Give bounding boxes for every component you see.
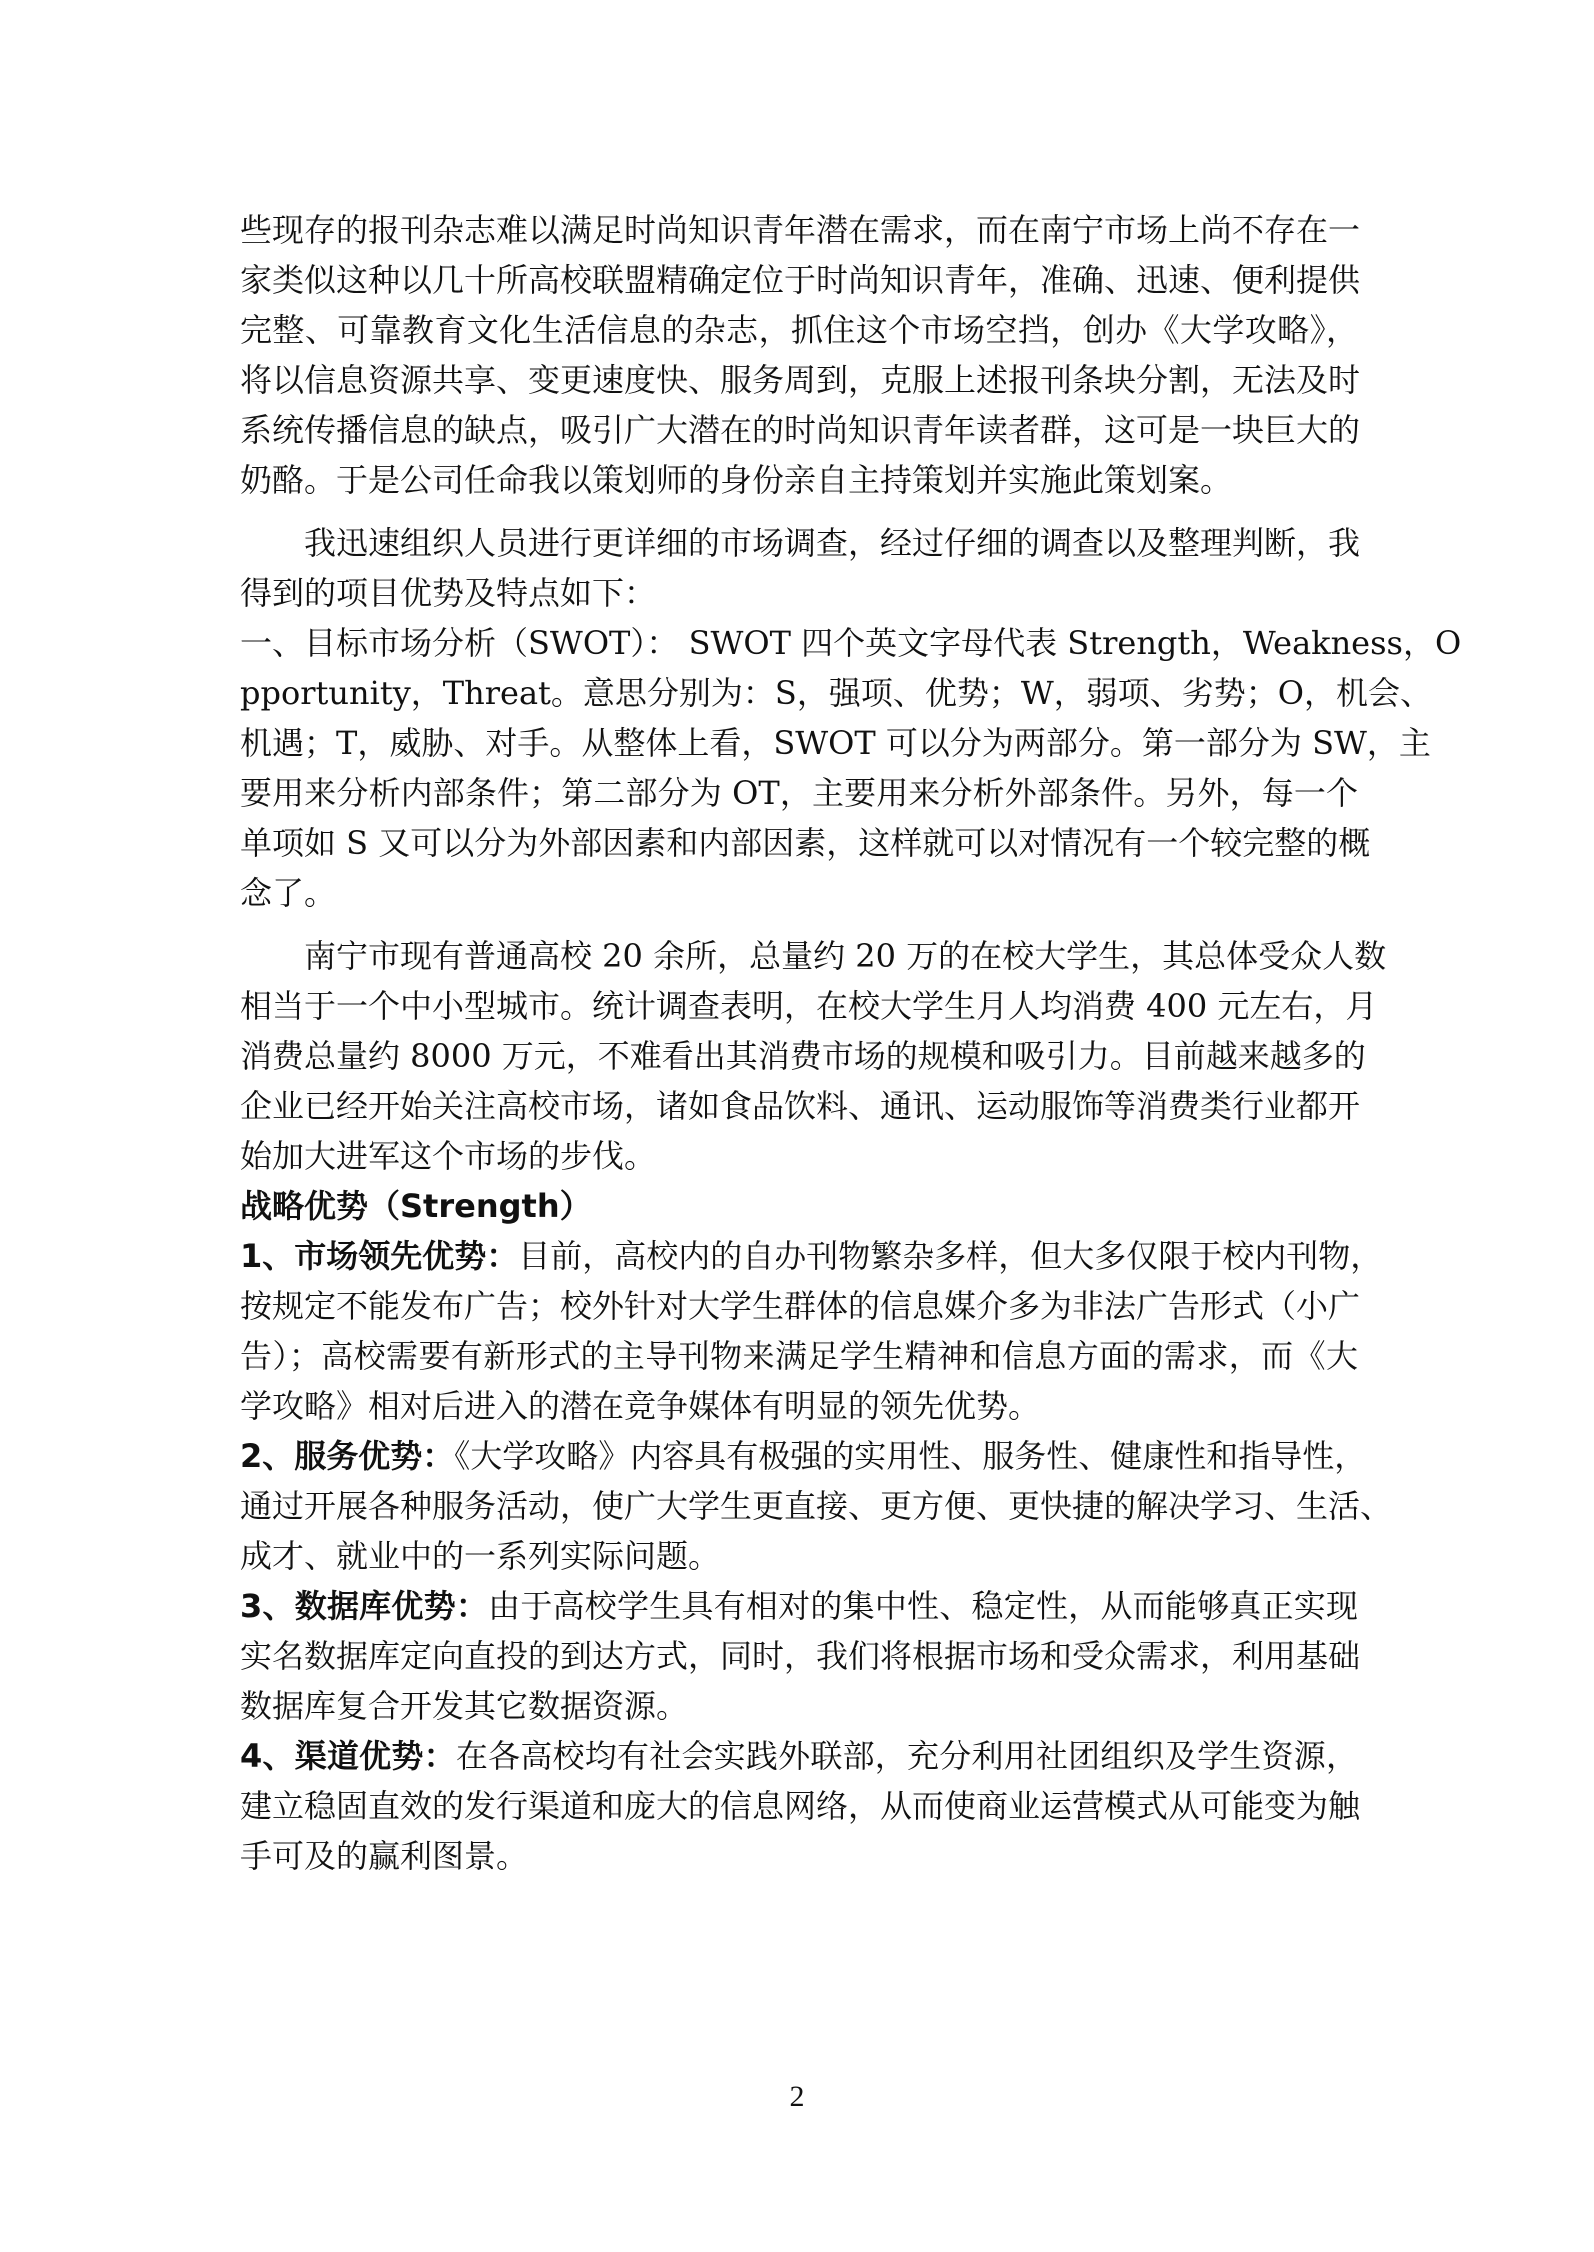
text-line: 念了。 [240,874,337,912]
paragraph-nanning-market [240,931,1387,1181]
strength-item-service [240,1431,1393,1581]
item-label: 3、数据库优势： [240,1587,489,1625]
text-line: 成才、就业中的一系列实际问题。 [240,1537,721,1575]
text-line: 些现存的报刊杂志难以满足时尚知识青年潜在需求，而在南宁市场上尚不存在一 [240,211,1361,249]
paragraph-intro [240,205,1361,505]
text-line: 实名数据库定向直投的到达方式，同时，我们将根据市场和受众需求，利用基础 [240,1637,1361,1675]
text-line: 学攻略》相对后进入的潜在竞争媒体有明显的领先优势。 [240,1387,1041,1425]
text-line: 家类似这种以几十所高校联盟精确定位于时尚知识青年，准确、迅速、便利提供 [240,261,1361,299]
text-line: pportunity，Threat。意思分别为：S，强项、优势；W，弱项、劣势；O，机会、 [240,674,1432,712]
item-text: 由于高校学生具有相对的集中性、稳定性，从而能够真正实现 [488,1587,1358,1625]
text-line: 建立稳固直效的发行渠道和庞大的信息网络，从而使商业运营模式从可能变为触 [240,1787,1361,1825]
strength-item-channel [240,1731,1361,1881]
strength-item-market-lead [240,1231,1383,1431]
text-line [240,1731,1358,1781]
text-line: 机遇；T，威胁、对手。从整体上看，SWOT 可以分为两部分。第一部分为 SW，主 [240,724,1431,762]
page-number: 2 [789,2080,805,2113]
text-line: 通过开展各种服务活动，使广大学生更直接、更方便、更快捷的解决学习、生活、 [240,1487,1393,1525]
paragraph-survey [240,518,1361,618]
item-text: 在各高校均有社会实践外联部，充分利用社团组织及学生资源， [455,1737,1358,1775]
text-line: 一、目标市场分析（SWOT）： SWOT 四个英文字母代表 Strength，Weakness，O [240,624,1462,662]
text-line: 单项如 S 又可以分为外部因素和内部因素，这样就可以对情况有一个较完整的概 [240,824,1371,862]
item-text: 《大学攻略》内容具有极强的实用性、服务性、健康性和指导性， [454,1437,1367,1475]
text-line: 将以信息资源共享、变更速度快、服务周到，克服上述报刊条块分割，无法及时 [240,361,1361,399]
text-line: 要用来分析内部条件；第二部分为 OT，主要用来分析外部条件。另外，每一个 [240,774,1358,812]
strength-item-database [240,1581,1361,1731]
text-line: 系统传播信息的缺点，吸引广大潜在的时尚知识青年读者群，这可是一块巨大的 [240,411,1361,449]
text-line: 告）；高校需要有新形式的主导刊物来满足学生精神和信息方面的需求，而《大 [240,1337,1358,1375]
text-line: 手可及的赢利图景。 [240,1837,529,1875]
text-line: 相当于一个中小型城市。统计调查表明，在校大学生月人均消费 400 元左右，月 [240,987,1378,1025]
text-line: 数据库复合开发其它数据资源。 [240,1687,689,1725]
text-line: 我迅速组织人员进行更详细的市场调查，经过仔细的调查以及整理判断，我 [304,524,1361,562]
text-line [240,1581,1358,1631]
item-label: 2、服务优势： [240,1437,455,1475]
text-line: 南宁市现有普通高校 20 余所，总量约 20 万的在校大学生，其总体受众人数 [304,937,1387,975]
text-line: 奶酪。于是公司任命我以策划师的身份亲自主持策划并实施此策划案。 [240,461,1233,499]
text-line [240,1231,1383,1281]
text-line: 消费总量约 8000 万元，不难看出其消费市场的规模和吸引力。目前越来越多的 [240,1037,1366,1075]
text-line: 按规定不能发布广告；校外针对大学生群体的信息媒介多为非法广告形式（小广 [240,1287,1361,1325]
document-page [240,205,1462,1881]
text-line: 始加大进军这个市场的步伐。 [240,1137,657,1175]
text-line: 完整、可靠教育文化生活信息的杂志，抓住这个市场空挡，创办《大学攻略》， [240,311,1358,349]
item-text: 目前，高校内的自办刊物繁杂多样，但大多仅限于校内刊物， [518,1237,1383,1275]
text-line: 得到的项目优势及特点如下： [240,574,657,612]
text-line [240,1431,1367,1481]
item-label: 4、渠道优势： [240,1737,456,1775]
paragraph-swot [240,618,1462,918]
text-line: 企业已经开始关注高校市场，诸如食品饮料、通讯、运动服饰等消费类行业都开 [240,1087,1361,1125]
item-label: 1、市场领先优势： [240,1237,519,1275]
section-heading: 战略优势（Strength） [240,1187,592,1225]
